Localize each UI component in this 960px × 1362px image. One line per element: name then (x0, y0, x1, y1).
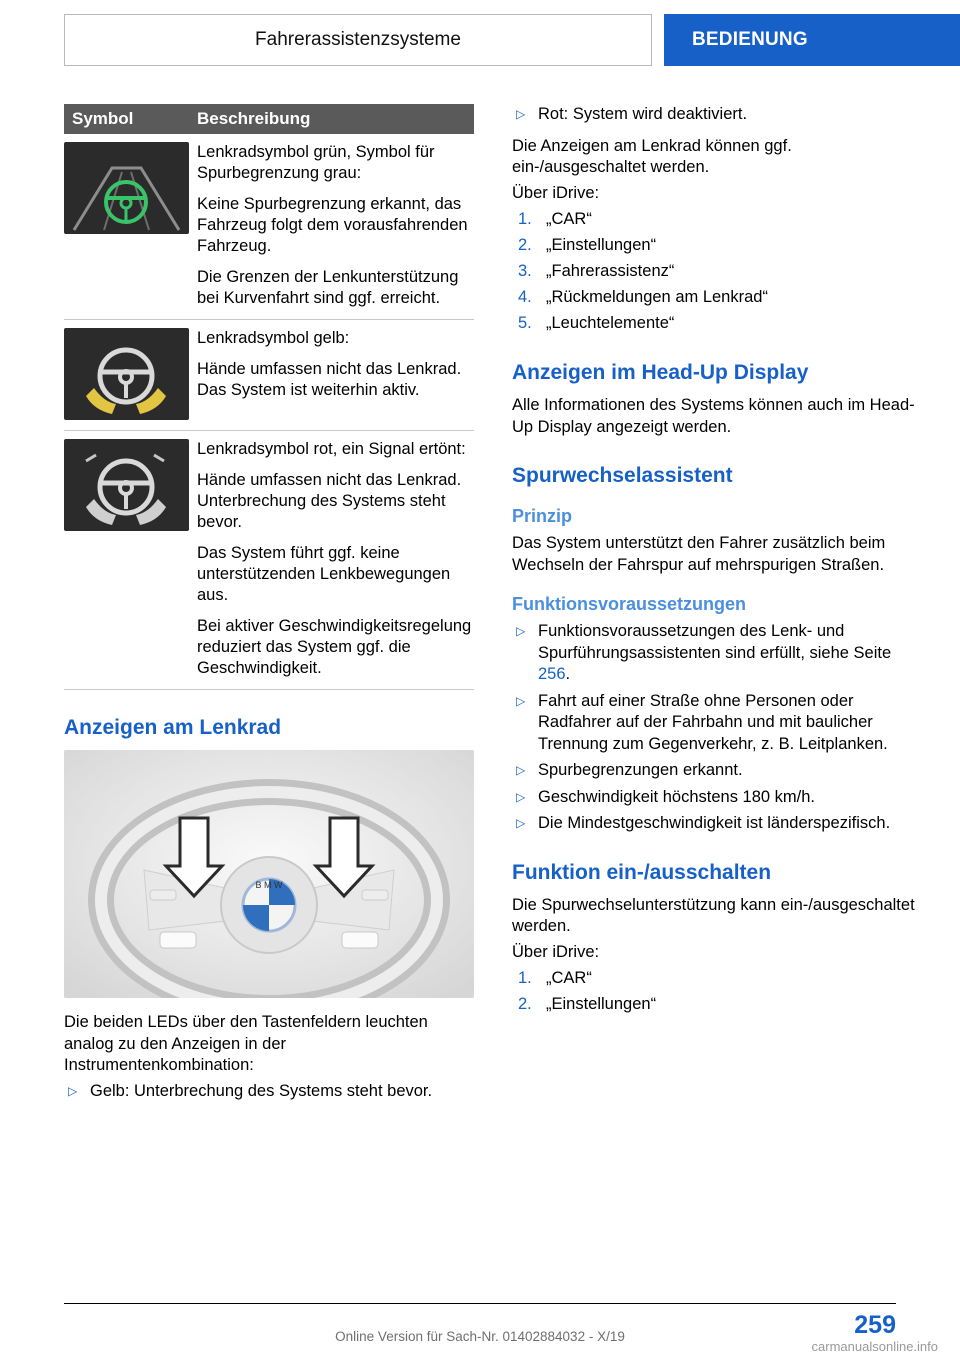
list-item (512, 312, 922, 335)
step-number: 1. (518, 969, 532, 987)
led-description: Die beiden LEDs über den Tastenfeldern leuchten analog zu den Anzeigen in der Instrumentenkombination: (64, 1013, 428, 1074)
subheading-funktionsvoraussetzungen: Funktionsvoraussetzungen (512, 594, 747, 614)
table-cell-symbol (64, 328, 197, 420)
step-label: „CAR“ (546, 210, 592, 228)
table-header-symbol: Symbol (72, 109, 134, 128)
left-column (64, 104, 474, 1107)
triangle-bullet-icon: ▷ (516, 789, 526, 804)
triangle-bullet-icon: ▷ (516, 763, 526, 777)
table-row (64, 134, 474, 320)
list-item (512, 760, 922, 782)
step-label: „CAR“ (546, 969, 592, 987)
triangle-bullet-icon: ▷ (516, 816, 526, 830)
table-cell-description (197, 439, 474, 679)
page-reference-link[interactable]: 256 (538, 665, 566, 683)
list-item (64, 1081, 474, 1103)
step-number: 1. (518, 210, 532, 228)
list-item (512, 813, 922, 835)
table-header-description: Beschreibung (197, 109, 311, 128)
steering-wheel-yellow-icon (64, 328, 189, 420)
row2-p2: Hände umfassen nicht das Lenkrad. Das System ist weiterhin aktiv. (197, 360, 462, 399)
heading-spurwechselassistent: Spurwechselassistent (512, 464, 733, 487)
row1-p1: Lenkradsymbol grün, Symbol für Spurbegrenzung grau: (197, 143, 435, 182)
footer-note: Online Version für Sach-Nr. 01402884032 - X/19 (335, 1329, 625, 1344)
list-item (512, 787, 922, 809)
list-item (512, 621, 922, 686)
ueber-idrive-label-1: Über iDrive: (512, 183, 600, 202)
list-item-label: Die Mindestgeschwindigkeit ist länderspezifisch. (538, 814, 891, 832)
page-header (64, 14, 960, 66)
heading-head-up-display: Anzeigen im Head-Up Display (512, 361, 809, 384)
list-item-label: Fahrt auf einer Straße ohne Personen oder Radfahrer auf der Fahrbahn und mit baulicher Trennung zum Gegenverkehr, z. B. Leitplanken. (538, 691, 888, 753)
triangle-bullet-icon: ▷ (516, 693, 526, 708)
page-title: Fahrerassistenzsysteme (255, 29, 461, 50)
triangle-bullet-icon: ▷ (516, 107, 526, 121)
right-column (512, 104, 922, 1020)
list-item-label-after: . (565, 665, 571, 683)
step-number: 5. (518, 314, 532, 332)
row3-p3: Das System führt ggf. keine unterstützenden Lenkbewegungen aus. (197, 544, 451, 604)
list-item-label: Spurbegrenzungen erkannt. (538, 761, 743, 779)
footer-divider (64, 1303, 896, 1304)
step-number: 3. (518, 262, 532, 280)
list-item (512, 234, 922, 257)
prinzip-paragraph: Das System unterstützt den Fahrer zusätzlich beim Wechseln der Fahrspur auf mehrspurigen Straßen. (512, 534, 886, 574)
led-bullet-list (64, 1081, 474, 1103)
page-number: 259 (854, 1311, 896, 1339)
step-label: „Leuchtelemente“ (546, 314, 675, 332)
steering-wheel-photo (64, 750, 474, 998)
watermark: carmanualsonline.info (811, 1339, 938, 1354)
triangle-bullet-icon: ▷ (68, 1083, 78, 1098)
row3-p4: Bei aktiver Geschwindigkeitsregelung reduziert das System ggf. die Geschwindigkeit. (197, 617, 472, 677)
voraussetzungen-list (512, 621, 922, 835)
list-item-label: Funktionsvoraussetzungen des Lenk- und Spurführungsassistenten sind erfüllt, siehe Seite (538, 622, 892, 662)
list-item (512, 967, 922, 990)
list-item (512, 286, 922, 309)
step-number: 2. (518, 995, 532, 1013)
row3-p1: Lenkradsymbol rot, ein Signal ertönt: (197, 440, 466, 458)
row3-p2: Hände umfassen nicht das Lenkrad. Unterbrechung des Systems steht bevor. (197, 471, 462, 531)
table-cell-symbol (64, 142, 197, 309)
table-cell-description (197, 142, 474, 309)
step-label: „Rückmeldungen am Lenkrad“ (546, 288, 768, 306)
list-item-label: Rot: System wird deaktiviert. (538, 105, 748, 123)
row2-p1: Lenkradsymbol gelb: (197, 329, 350, 347)
svg-text:B M W: B M W (255, 880, 283, 890)
list-item (512, 104, 922, 126)
section-tab-label: BEDIENUNG (692, 29, 808, 50)
hud-paragraph: Alle Informationen des Systems können auch im Head-Up Display angezeigt werden. (512, 396, 915, 436)
idrive-steps-1 (512, 208, 922, 335)
list-item (512, 260, 922, 283)
step-label: „Fahrerassistenz“ (546, 262, 675, 280)
header-title-box (64, 14, 652, 66)
table-row (64, 431, 474, 690)
list-item-label: Geschwindigkeit höchstens 180 km/h. (538, 787, 815, 806)
steering-wheel-green-icon (64, 142, 189, 234)
subheading-prinzip: Prinzip (512, 506, 573, 526)
step-label: „Einstellungen“ (546, 236, 657, 254)
list-item (512, 208, 922, 231)
table-header-row (64, 104, 474, 134)
heading-anzeigen-am-lenkrad: Anzeigen am Lenkrad (64, 716, 282, 739)
steering-wheel-red-icon (64, 439, 189, 531)
step-label: „Einstellungen“ (546, 995, 657, 1013)
idrive-steps-2 (512, 967, 922, 1016)
rot-bullet-list (512, 104, 922, 126)
ueber-idrive-label-2: Über iDrive: (512, 942, 600, 961)
step-number: 2. (518, 236, 532, 254)
row1-p2: Keine Spurbegrenzung erkannt, das Fahrzeug folgt dem vorausfahrenden Fahrzeug. (197, 195, 468, 255)
symbol-table (64, 104, 474, 690)
heading-funktion-ein-ausschalten: Funktion ein-/ausschalten (512, 860, 772, 884)
funktion-paragraph: Die Spurwechselunterstützung kann ein-/ausgeschaltet werden. (512, 895, 915, 935)
table-cell-symbol (64, 439, 197, 679)
table-cell-description (197, 328, 474, 420)
row1-p3: Die Grenzen der Lenkunterstützung bei Kurvenfahrt sind ggf. erreicht. (197, 268, 459, 307)
section-tab (664, 14, 960, 66)
anzeigen-paragraph: Die Anzeigen am Lenkrad können ggf. ein-/ausgeschaltet werden. (512, 136, 792, 176)
list-item (512, 691, 922, 756)
list-item (512, 993, 922, 1016)
table-row (64, 320, 474, 431)
triangle-bullet-icon: ▷ (516, 624, 526, 638)
list-item-label: Gelb: Unterbrechung des Systems steht bevor. (90, 1081, 433, 1100)
step-number: 4. (518, 288, 532, 306)
